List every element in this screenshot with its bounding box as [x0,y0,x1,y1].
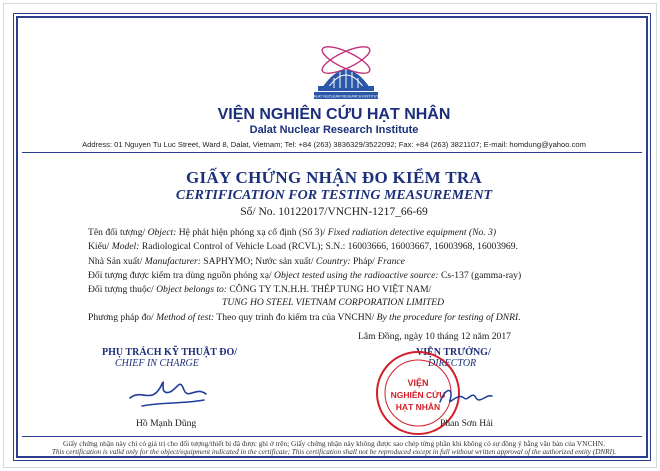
institute-name-vn: VIỆN NGHIÊN CỨU HẠT NHÂN [217,106,451,123]
certificate-title-en: CERTIFICATION FOR TESTING MEASUREMENT [175,188,493,203]
field-owner: Đối tượng thuộc/ Object belongs to: CÔNG TY T.N.H.H. THÉP TUNG HO VIỆT NAM/ [88,284,432,295]
header-divider [22,152,642,153]
field-source: Đối tượng được kiểm tra dùng nguồn phóng xạ/ Object tested using the radioactive source: Cs-137 (gamma-ray) [88,270,522,281]
left-signer-subtitle: CHIEF IN CHARGE [115,358,199,369]
institute-logo [304,38,388,104]
logo-caption: DALAT NUCLEAR RESEARCH INSTITUTE [311,94,381,99]
field-manufacturer: Nhà Sản xuất/ Manufacturer: SAPHYMO; Nước sản xuất/ Country: Pháp/ France [88,256,405,267]
certificate-page [3,3,657,468]
certificate-title-vn: GIẤY CHỨNG NHẬN ĐO KIỂM TRA [185,168,482,187]
left-signer-name: Hồ Mạnh Dũng [136,418,197,429]
institute-address: Address: 01 Nguyen Tu Luc Street, Ward 8, Dalat, Vietnam; Tel: +84 (263) 3836329/3522092; Fax: +84 (263) 3821107; E-mail: homdung@yahoo.com [82,140,586,149]
footer-note-vn: Giấy chứng nhận này chỉ có giá trị cho đối tượng/thiết bị đã được ghi ở trên; Giấy chứng nhận này không được sao chép từng phần khi không có sự đồng ý bằng văn bản của VNCHN. [63,439,605,448]
stamp-line-3: HẠT NHÂN [395,402,441,412]
certificate-frame [16,16,648,458]
issue-date: Lâm Đồng, ngày 10 tháng 12 năm 2017 [358,331,511,342]
right-signer-title: VIỆN TRƯỞNG/ [416,347,491,358]
institute-name-en: Dalat Nuclear Research Institute [249,124,419,136]
left-signer-title: PHỤ TRÁCH KỸ THUẬT ĐO/ [102,347,238,358]
field-owner-en: TUNG HO STEEL VIETNAM CORPORATION LIMITED [222,297,444,308]
footer-divider [22,436,642,437]
field-object: Tên đối tượng/ Object: Hệ phát hiện phóng xạ cố định (Số 3)/ Fixed radiation detective equipment (No. 3) [88,227,497,238]
footer-note-en: This certification is valid only for the object/equipment indicated in the certificate; This certification shall not be reproduced except in full without written approval of the authorized entity (DNRI). [51,448,617,456]
field-method: Phương pháp đo/ Method of test: Theo quy trình đo kiểm tra của VNCHN/ By the procedure for testing of DNRI. [88,312,521,323]
right-signer-name: Phan Sơn Hải [440,418,494,429]
right-signature-image [436,380,496,412]
stamp-line-2: NGHIÊN CỨU [390,390,446,400]
left-signature-image [122,366,212,416]
right-signer-subtitle: DIRECTOR [428,358,477,369]
field-model: Kiểu/ Model: Radiological Control of Vehicle Load (RCVL); S.N.: 16003666, 16003667, 16003968, 16003969. [88,241,518,252]
certificate-number: Số/ No. 10122017/VNCHN-1217_66-69 [240,206,428,218]
stamp-line-1: VIỆN [407,378,429,388]
